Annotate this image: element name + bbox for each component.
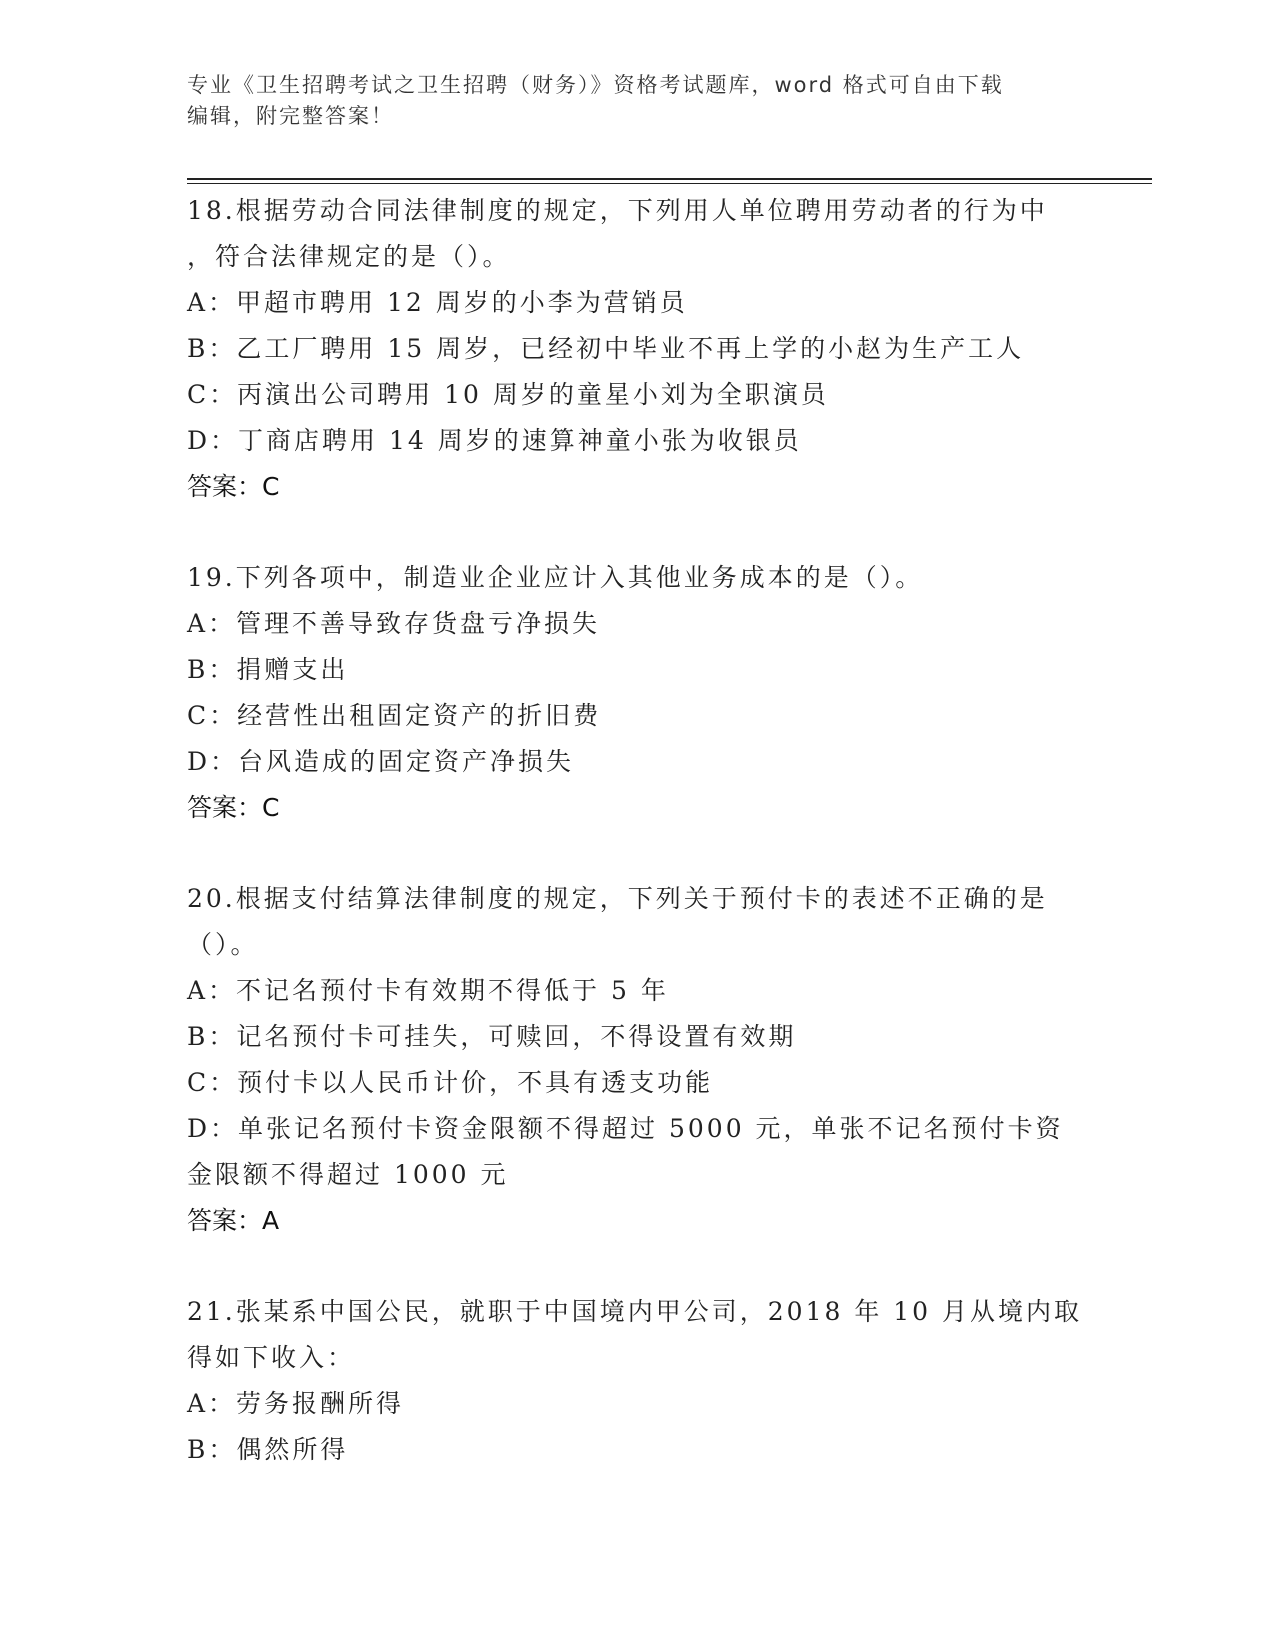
question-option: C：丙演出公司聘用 10 周岁的童星小刘为全职演员 [187, 380, 829, 409]
question-option: D：台风造成的固定资产净损失 [187, 747, 575, 776]
answer-line: 答案：C [187, 472, 280, 501]
question-stem: 19.下列各项中，制造业企业应计入其他业务成本的是（）。 [187, 563, 924, 592]
question-item [187, 1289, 1087, 1473]
question-option: D：丁商店聘用 14 周岁的速算神童小张为收银员 [187, 426, 802, 455]
question-option: D：单张记名预付卡资金限额不得超过 5000 元，单张不记名预付卡资 [187, 1114, 1064, 1143]
answer-line: 答案：C [187, 793, 280, 822]
question-option: A：劳务报酬所得 [187, 1389, 405, 1418]
question-stem: 18.根据劳动合同法律制度的规定，下列用人单位聘用劳动者的行为中 [187, 196, 1048, 225]
question-stem: 21.张某系中国公民，就职于中国境内甲公司，2018 年 10 月从境内取 [187, 1297, 1083, 1326]
question-option: C：预付卡以人民币计价，不具有透支功能 [187, 1068, 714, 1097]
question-option: B：记名预付卡可挂失，可赎回，不得设置有效期 [187, 1022, 797, 1051]
question-option: B：乙工厂聘用 15 周岁，已经初中毕业不再上学的小赵为生产工人 [187, 334, 1025, 363]
question-option: 金限额不得超过 1000 元 [187, 1160, 509, 1189]
question-stem: ，符合法律规定的是（）。 [187, 242, 511, 271]
header-line-1: 专业《卫生招聘考试之卫生招聘（财务）》资格考试题库，word 格式可自由下载 [187, 73, 1004, 97]
question-stem: 得如下收入： [187, 1343, 356, 1372]
question-stem: 20.根据支付结算法律制度的规定，下列关于预付卡的表述不正确的是 [187, 884, 1048, 913]
question-option: C：经营性出租固定资产的折旧费 [187, 701, 602, 730]
header-line-2: 编辑，附完整答案！ [187, 104, 394, 128]
question-item [187, 876, 1087, 1244]
question-item [187, 188, 1087, 510]
question-option: A：甲超市聘用 12 周岁的小李为营销员 [187, 288, 688, 317]
question-option: A：管理不善导致存货盘亏净损失 [187, 609, 601, 638]
question-option: B：捐赠支出 [187, 655, 349, 684]
question-list [187, 188, 1087, 1518]
question-stem: （）。 [187, 930, 259, 959]
question-option: A：不记名预付卡有效期不得低于 5 年 [187, 976, 669, 1005]
header-divider-thick [187, 178, 1152, 180]
document-header [187, 70, 1087, 132]
header-divider-thin [187, 183, 1152, 184]
question-option: B：偶然所得 [187, 1435, 349, 1464]
answer-line: 答案：A [187, 1206, 280, 1235]
question-item [187, 555, 1087, 831]
